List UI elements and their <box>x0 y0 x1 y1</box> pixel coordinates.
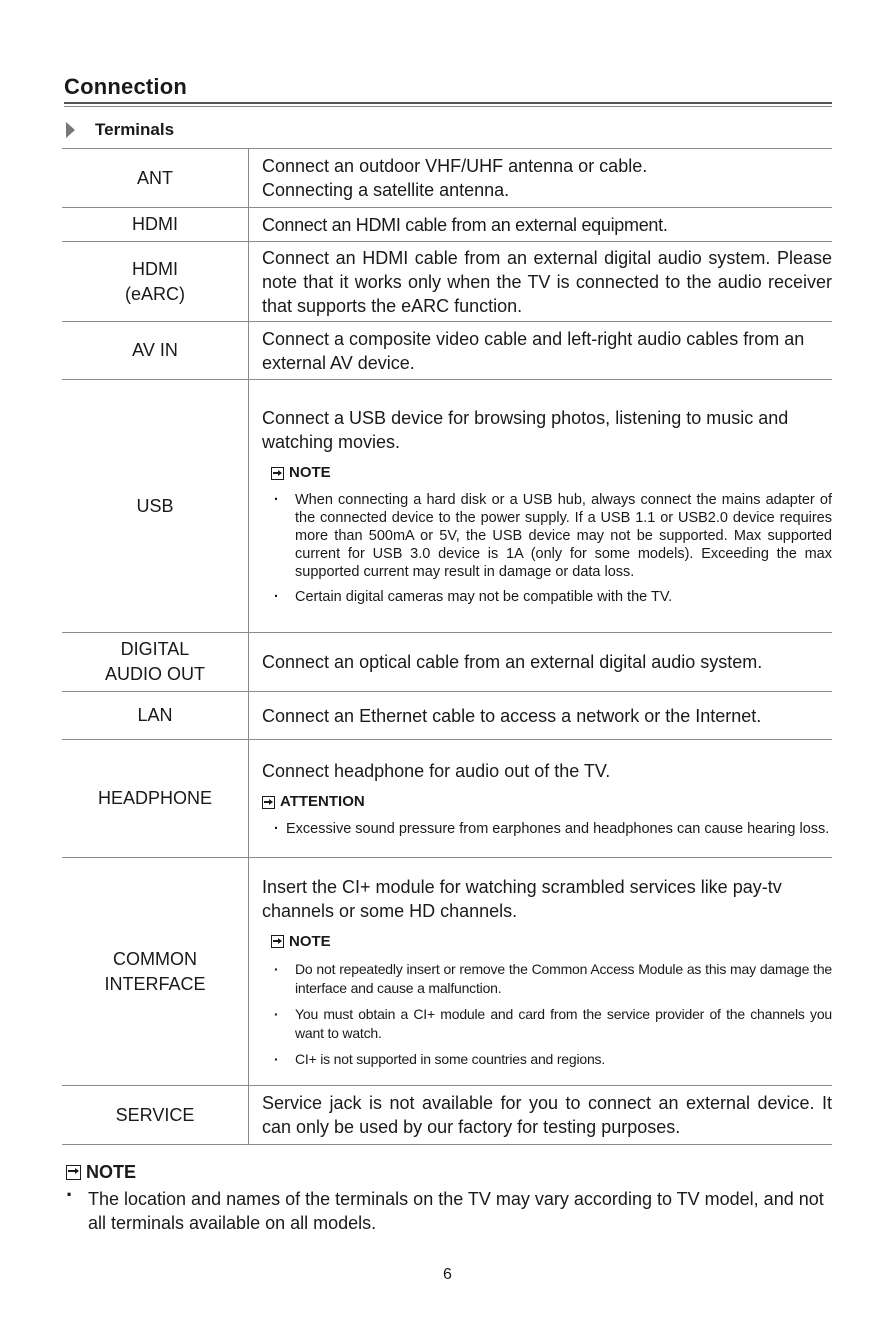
terminal-description <box>249 633 832 691</box>
page-number: 6 <box>443 1266 452 1283</box>
description-text: Connect an optical cable from an external digital audio system. <box>262 652 763 672</box>
page-title: Connection <box>64 74 187 99</box>
terminal-name: SERVICE <box>62 1086 249 1144</box>
description-text: Connect an HDMI cable from an external digital audio system. Please note that it works only when the TV is connected to the audio receiver that supports the eARC function. <box>262 247 832 316</box>
description-text: Connect an Ethernet cable to access a network or the Internet. <box>262 705 762 726</box>
section-heading <box>66 120 174 140</box>
description-line: Connect an HDMI cable from an external equipment. <box>262 214 668 235</box>
note-bullet: · When connecting a hard disk or a USB hub, always connect the mains adapter of the connected device to the power supply. If a USB 1.1 or USB2.0 device requires more than 500mA or 5V, the USB device may not be supported. Max supported current for USB 3.0 device is 1A (only for some models). Exceeding the max supported current may result in damage or data loss. <box>262 491 832 581</box>
triangle-bullet-icon <box>66 122 75 138</box>
table-row <box>62 322 832 380</box>
table-row <box>62 208 832 242</box>
table-row <box>62 242 832 322</box>
description-text: Connect a USB device for browsing photos, listening to music and watching movies. <box>262 408 789 452</box>
note-label: NOTE <box>289 932 331 950</box>
table-row <box>62 740 832 858</box>
note-heading <box>271 930 832 954</box>
table-row <box>62 380 832 633</box>
note-arrow-icon <box>66 1165 81 1180</box>
terminal-description <box>249 380 832 632</box>
terminal-name: DIGITAL AUDIO OUT <box>62 633 249 691</box>
terminals-table <box>62 148 832 1145</box>
note-arrow-icon <box>271 467 284 480</box>
terminal-name: HDMI (eARC) <box>62 242 249 321</box>
title-divider <box>64 102 832 107</box>
note-bullet: · CI+ is not supported in some countries and regions. <box>262 1050 832 1069</box>
terminal-description <box>249 740 832 857</box>
note-bullet: · Certain digital cameras may not be compatible with the TV. <box>262 588 832 606</box>
terminal-name: AV IN <box>62 322 249 379</box>
footer-note-heading <box>66 1162 836 1183</box>
section-title: Terminals <box>95 120 175 139</box>
description-line: Connect an outdoor VHF/UHF antenna or cable. <box>262 156 648 176</box>
terminal-name: ANT <box>62 149 249 207</box>
table-row <box>62 858 832 1086</box>
terminal-name: HDMI <box>62 208 249 241</box>
description-line: Connecting a satellite antenna. <box>262 180 510 200</box>
terminal-name: USB <box>62 380 249 632</box>
terminal-description <box>249 1086 832 1144</box>
note-label: NOTE <box>289 464 331 481</box>
table-row <box>62 633 832 692</box>
description-text: Insert the CI+ module for watching scrambled services like pay-tv channels or some HD channels. <box>262 876 782 921</box>
terminal-name: HEADPHONE <box>62 740 249 857</box>
terminal-name: LAN <box>62 692 249 739</box>
footer-note <box>66 1162 836 1235</box>
table-row <box>62 1086 832 1145</box>
terminal-description <box>249 149 832 207</box>
terminal-description <box>249 208 832 241</box>
table-row <box>62 692 832 740</box>
terminal-description <box>249 692 832 739</box>
table-row <box>62 149 832 208</box>
attention-label: ATTENTION <box>280 793 365 810</box>
terminal-name: COMMON INTERFACE <box>62 858 249 1085</box>
footer-note-text: · The location and names of the terminals on the TV may vary according to TV model, and not all terminals available on all models. <box>66 1187 836 1235</box>
note-bullet: · Excessive sound pressure from earphones and headphones can cause hearing loss. <box>262 820 832 838</box>
terminal-description <box>249 242 832 321</box>
note-bullet: · You must obtain a CI+ module and card from the service provider of the channels you want to watch. <box>262 1005 832 1043</box>
footer-note-label: NOTE <box>86 1162 137 1182</box>
description-text: Connect a composite video cable and left-right audio cables from an external AV device. <box>262 328 805 373</box>
attention-heading <box>262 790 832 814</box>
description-text: Connect headphone for audio out of the TV. <box>262 761 611 781</box>
attention-arrow-icon <box>262 796 275 809</box>
terminal-description <box>249 322 832 379</box>
description-text: Service jack is not available for you to connect an external device. It can only be used by our factory for testing purposes. <box>262 1093 832 1137</box>
terminal-description <box>249 858 832 1085</box>
note-arrow-icon <box>271 935 284 948</box>
note-heading <box>271 461 832 485</box>
note-bullet: · Do not repeatedly insert or remove the Common Access Module as this may damage the interface and cause a malfunction. <box>262 960 832 998</box>
